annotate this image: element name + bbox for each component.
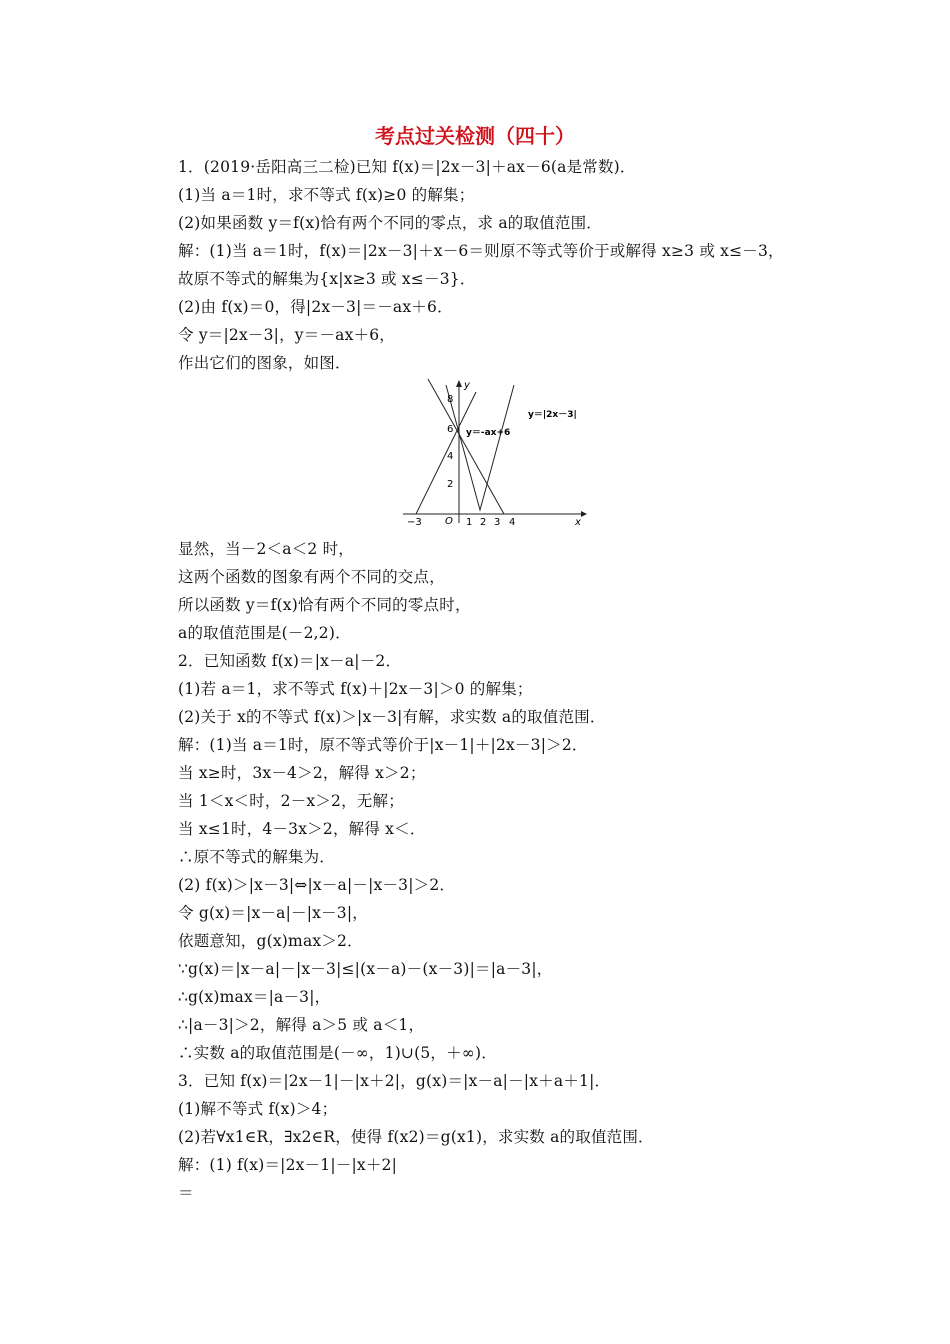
- problem3-statement: 3．已知 f(x)＝|2x－1|－|x＋2|，g(x)＝|x－a|－|x＋a＋1|．: [178, 1072, 611, 1090]
- function-graph-figure: [398, 377, 588, 527]
- problem2-part1: (1)若 a＝1，求不等式 f(x)＋|2x－3|＞0 的解集；: [178, 680, 533, 698]
- graph-line-a-negative: [428, 379, 504, 514]
- graph-abs-2x-minus-3: [446, 385, 514, 510]
- y-tick-label: 2: [447, 479, 454, 490]
- page-title: 考点过关检测（四十）: [375, 124, 575, 148]
- solution2-line: ∵g(x)＝|x－a|－|x－3|≤|(x－a)－(x－3)|＝|a－3|，: [178, 960, 553, 978]
- problem2-statement: 2．已知函数 f(x)＝|x－a|－2．: [178, 652, 402, 670]
- solution1-line: 所以函数 y＝f(x)恰有两个不同的零点时，: [178, 596, 471, 614]
- solution1-line: a的取值范围是(－2,2)．: [178, 624, 351, 642]
- solution2-line: 解：(1)当 a＝1时，原不等式等价于|x－1|＋|2x－3|＞2．: [178, 736, 588, 754]
- problem2-part2: (2)关于 x的不等式 f(x)＞|x－3|有解，求实数 a的取值范围．: [178, 708, 606, 726]
- x-axis-label: x: [575, 517, 581, 527]
- solution3-line: ＝: [178, 1184, 194, 1202]
- solution2-line: ∴实数 a的取值范围是(－∞，1)∪(5，＋∞)．: [178, 1044, 497, 1062]
- origin-label: O: [445, 516, 453, 527]
- solution1-line: 解：(1)当 a＝1时，f(x)＝|2x－3|＋x－6＝则原不等式等价于或解得 x≥3 或 x≤－3，: [178, 242, 784, 260]
- solution2-line: ∴|a－3|＞2，解得 a＞5 或 a＜1，: [178, 1016, 425, 1034]
- y-axis-arrow: [456, 380, 462, 387]
- label-abs-function: y＝|2x－3|: [528, 410, 577, 420]
- problem1-part1: (1)当 a＝1时，求不等式 f(x)≥0 的解集；: [178, 186, 475, 204]
- problem3-part2: (2)若∀x1∈R，∃x2∈R，使得 f(x2)＝g(x1)，求实数 a的取值范围．: [178, 1128, 654, 1146]
- solution1-line: 这两个函数的图象有两个不同的交点，: [178, 568, 445, 586]
- y-tick-label: 8: [447, 394, 454, 405]
- solution1-line: 令 y＝|2x－3|，y＝－ax＋6，: [178, 326, 395, 344]
- y-tick-label: 4: [447, 451, 454, 462]
- problem3-part1: (1)解不等式 f(x)＞4；: [178, 1100, 338, 1118]
- solution1-line: 显然，当－2＜a＜2 时，: [178, 540, 354, 558]
- solution2-line: (2) f(x)＞|x－3|⇔|x－a|－|x－3|＞2．: [178, 876, 456, 894]
- x-tick-label: −3: [407, 517, 422, 527]
- solution2-line: 当 x≥时，3x－4＞2，解得 x＞2；: [178, 764, 426, 782]
- x-tick-label: 1: [466, 517, 473, 527]
- problem1-part2: (2)如果函数 y＝f(x)恰有两个不同的零点，求 a的取值范围．: [178, 214, 602, 232]
- x-tick-label: 2: [480, 517, 487, 527]
- solution1-line: 故原不等式的解集为{x|x≥3 或 x≤－3}．: [178, 270, 476, 288]
- solution1-line: (2)由 f(x)＝0，得|2x－3|＝－ax＋6．: [178, 298, 453, 316]
- label-linear-function: y＝-ax+6: [466, 428, 511, 438]
- solution2-line: ∴g(x)max＝|a－3|，: [178, 988, 331, 1006]
- solution3-line: 解：(1) f(x)＝|2x－1|－|x＋2|: [178, 1156, 398, 1174]
- solution2-line: 依题意知，g(x)max＞2．: [178, 932, 363, 950]
- x-axis-arrow: [581, 511, 587, 517]
- y-axis-label: y: [464, 380, 470, 391]
- solution2-line: 令 g(x)＝|x－a|－|x－3|，: [178, 904, 368, 922]
- solution2-line: 当 1＜x＜时，2－x＞2，无解；: [178, 792, 404, 810]
- x-tick-label: 4: [509, 517, 516, 527]
- solution2-line: 当 x≤1时，4－3x＞2，解得 x＜．: [178, 820, 426, 838]
- x-tick-label: 3: [494, 517, 501, 527]
- solution1-line: 作出它们的图象，如图．: [178, 354, 351, 372]
- solution2-line: ∴原不等式的解集为．: [178, 848, 336, 866]
- y-tick-label: 6: [447, 424, 454, 435]
- problem1-statement: 1．(2019·岳阳高三二检)已知 f(x)＝|2x－3|＋ax－6(a是常数)．: [178, 158, 636, 176]
